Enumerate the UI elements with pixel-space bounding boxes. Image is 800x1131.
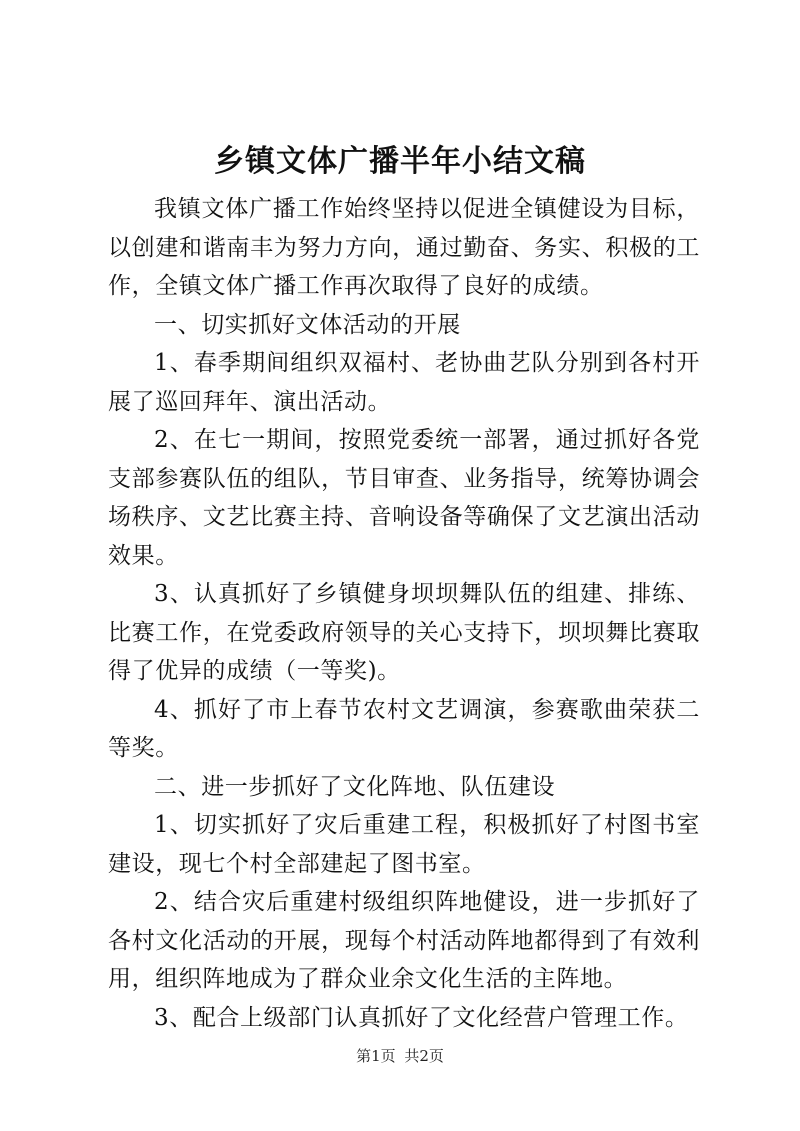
page-footer: 第1页 共2页 — [356, 1047, 444, 1065]
paragraph-2-1: 1、切实抓好了灾后重建工程，积极抓好了村图书室建设，现七个村全部建起了图书室。 — [108, 812, 700, 877]
paragraph-1-2: 2、在七一期间，按照党委统一部署，通过抓好各党支部参赛队伍的组队，节目审查、业务指导，统筹协调会场秩序、文艺比赛主持、音响设备等确保了文艺演出活动效果。 — [108, 427, 700, 569]
paragraph-2-2: 2、结合灾后重建村级组织阵地健设，进一步抓好了各村文化活动的开展，现每个村活动阵地都得到了有效利用，组织阵地成为了群众业余文化生活的主阵地。 — [108, 889, 700, 992]
paragraph-1-4: 4、抓好了市上春节农村文艺调演，参赛歌曲荣获二等奖。 — [108, 696, 700, 761]
paragraph-1-1: 1、春季期间组织双福村、老协曲艺队分别到各村开展了巡回拜年、演出活动。 — [108, 350, 700, 415]
document-title: 乡镇文体广播半年小结文稿 — [214, 144, 586, 179]
paragraph-2-3: 3、配合上级部门认真抓好了文化经营户管理工作。 — [154, 1004, 689, 1031]
intro-paragraph: 我镇文体广播工作始终坚持以促进全镇健设为目标，以创建和谐南丰为努力方向，通过勤奋、务实、积极的工作，全镇文体广播工作再次取得了良好的成绩。 — [108, 196, 700, 299]
section-heading-2: 二、进一步抓好了文化阵地、队伍建设 — [154, 773, 556, 800]
section-heading-1: 一、切实抓好文体活动的开展 — [154, 311, 461, 338]
document-body — [108, 190, 700, 1037]
paragraph-1-3: 3、认真抓好了乡镇健身坝坝舞队伍的组建、排练、比赛工作，在党委政府领导的关心支持下，坝坝舞比赛取得了优异的成绩（一等奖)。 — [108, 581, 700, 684]
